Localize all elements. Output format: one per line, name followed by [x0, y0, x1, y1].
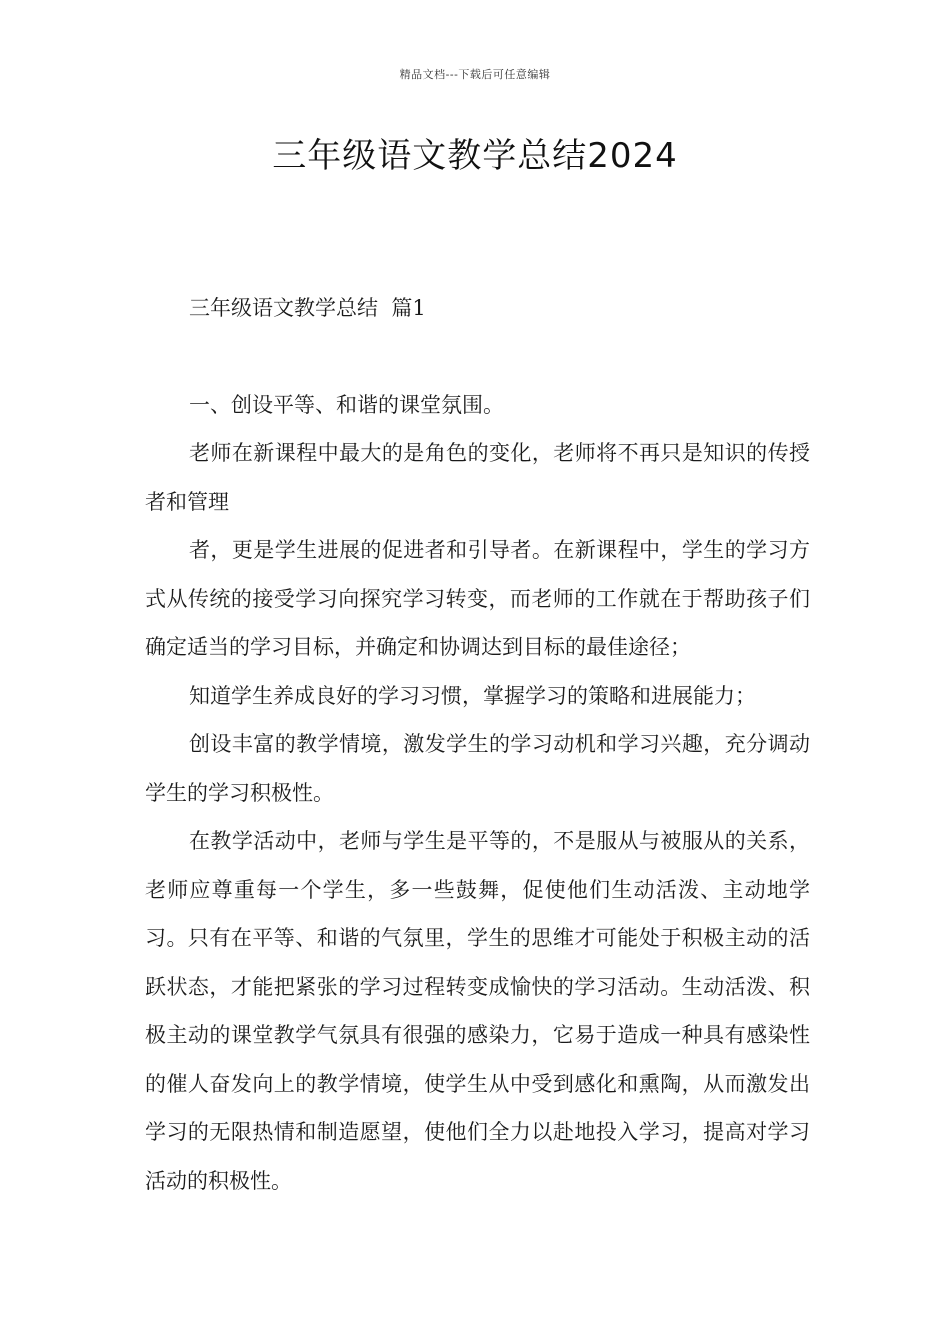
paragraph: 老师在新课程中最大的是角色的变化，老师将不再只是知识的传授者和管理 — [145, 441, 810, 514]
document-body — [145, 284, 810, 1205]
document-title: 三年级语文教学总结2024 — [272, 136, 678, 176]
section-heading: 三年级语文教学总结 篇1 — [189, 296, 426, 320]
header-note: 精品文档---下载后可任意编辑 — [399, 68, 551, 81]
paragraph: 知道学生养成良好的学习习惯，掌握学习的策略和进展能力； — [189, 683, 756, 708]
paragraph: 创设丰富的教学情境，激发学生的学习动机和学习兴趣，充分调动学生的学习积极性。 — [145, 732, 810, 805]
paragraph: 者，更是学生进展的促进者和引导者。在新课程中，学生的学习方式从传统的接受学习向探究学习转变，而老师的工作就在于帮助孩子们确定适当的学习目标，并确定和协调达到目标的最佳途径； — [145, 538, 810, 659]
paragraph: 在教学活动中，老师与学生是平等的，不是服从与被服从的关系，老师应尊重每一个学生，多一些鼓舞，促使他们生动活泼、主动地学习。只有在平等、和谐的气氛里，学生的思维才可能处于积极主动的活跃状态，才能把紧张的学习过程转变成愉快的学习活动。生动活泼、积极主动的课堂教学气氛具有很强的感染力，它易于造成一种具有感染性的催人奋发向上的教学情境，使学生从中受到感化和熏陶，从而激发出学习的无限热情和制造愿望，使他们全力以赴地投入学习，提高对学习活动的积极性。 — [145, 829, 810, 1193]
paragraph: 一、创设平等、和谐的课堂氛围。 — [189, 392, 504, 417]
